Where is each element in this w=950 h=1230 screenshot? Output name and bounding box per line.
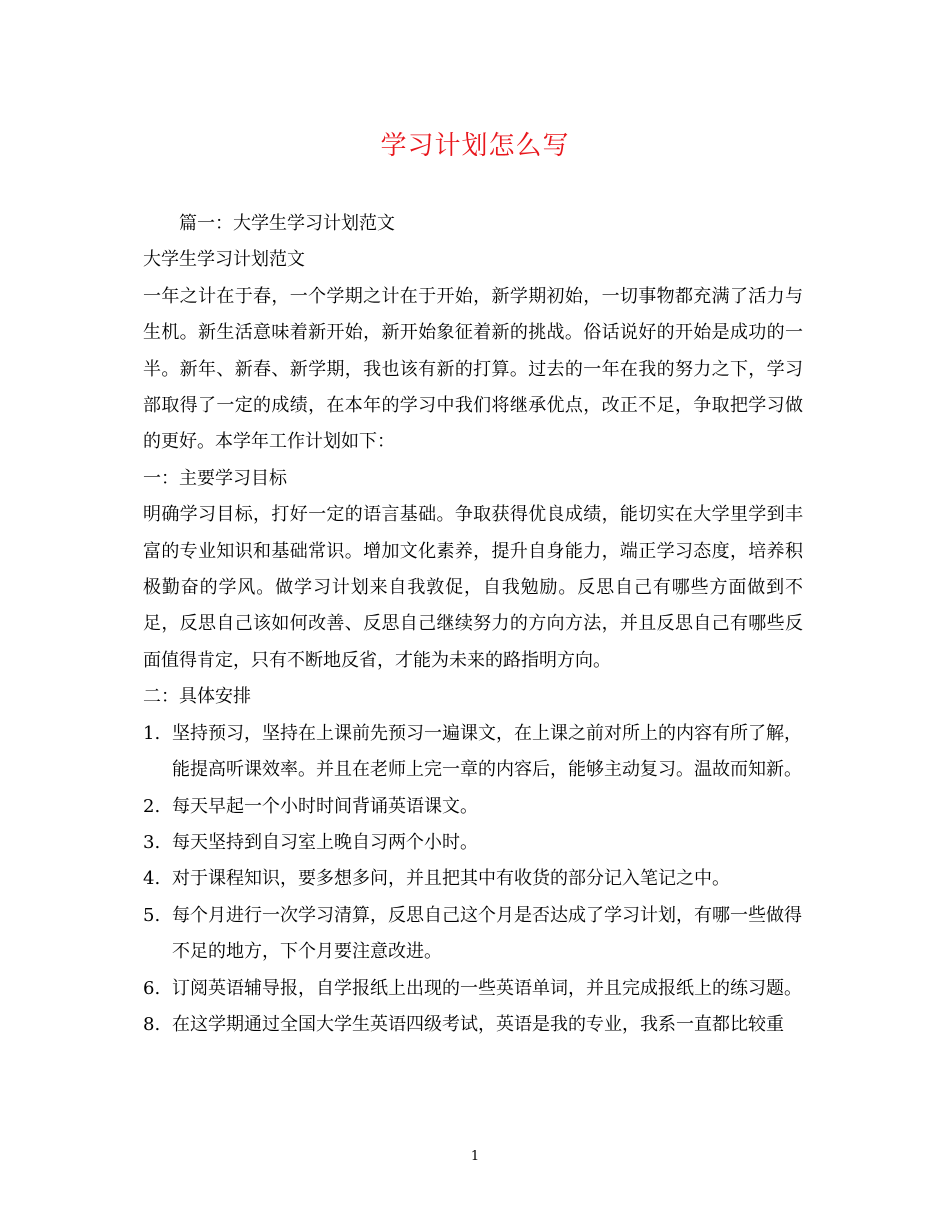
section-heading: 篇一：大学生学习计划范文 — [179, 213, 395, 234]
list-item — [143, 971, 803, 1007]
list-item-text: 每个月进行一次学习清算，反思自己这个月是否达成了学习计划，有哪一些做得不足的地方，下个月要注意改进。 — [172, 904, 802, 963]
list-item-number: 5. — [143, 904, 161, 926]
document-title: 学习计划怎么写 — [380, 131, 570, 161]
goals-paragraph: 明确学习目标，打好一定的语言基础。争取获得优良成绩，能切实在大学里学到丰富的专业知识和基础常识。增加文化素养，提升自身能力，端正学习态度，培养积极勤奋的学风。做学习计划来自我敦促，自我勉励。反思自己有哪些方面做到不足，反思自己该如何改善、反思自己继续努力的方向方法，并且反思自己有哪些反面值得肯定，只有不断地反省，才能为未来的路指明方向。 — [143, 504, 803, 671]
list-item-number: 3. — [143, 831, 161, 853]
list-item — [143, 825, 803, 861]
list-item-text: 每天坚持到自习室上晚自习两个小时。 — [172, 831, 478, 853]
list-item — [143, 861, 803, 897]
list-item-number: 8. — [143, 1013, 161, 1035]
list-item — [143, 1007, 803, 1043]
heading-arrangements: 二：具体安排 — [143, 686, 251, 708]
document-body — [143, 206, 803, 1043]
list-item-number: 4. — [143, 868, 161, 890]
page-number: 1 — [470, 1149, 480, 1164]
list-item — [143, 789, 803, 825]
list-item-text: 坚持预习，坚持在上课前先预习一遍课文，在上课之前对所上的内容有所了解，能提高听课效率。并且在老师上完一章的内容后，能够主动复习。温故而知新。 — [172, 722, 802, 781]
list-item-text: 对于课程知识，要多想多问，并且把其中有收货的部分记入笔记之中。 — [172, 868, 730, 890]
list-item — [143, 716, 803, 789]
intro-paragraph: 一年之计在于春，一个学期之计在于开始，新学期初始，一切事物都充满了活力与生机。新生活意味着新开始，新开始象征着新的挑战。俗话说好的开始是成功的一半。新年、新春、新学期，我也该有新的打算。过去的一年在我的努力之下，学习部取得了一定的成绩，在本年的学习中我们将继承优点，改正不足，争取把学习做的更好。本学年工作计划如下： — [143, 285, 803, 453]
list-item-text: 每天早起一个小时时间背诵英语课文。 — [172, 795, 478, 817]
list-item-text: 在这学期通过全国大学生英语四级考试，英语是我的专业，我系一直都比较重 — [172, 1013, 784, 1035]
list-item-number: 6. — [143, 977, 161, 999]
list-item-number: 2. — [143, 795, 161, 817]
list-item-number: 1. — [143, 722, 161, 744]
heading-main-goals: 一：主要学习目标 — [143, 467, 287, 489]
list-item — [143, 898, 803, 971]
list-item-text: 订阅英语辅导报，自学报纸上出现的一些英语单词，并且完成报纸上的练习题。 — [172, 977, 802, 999]
article-subtitle: 大学生学习计划范文 — [143, 249, 305, 271]
